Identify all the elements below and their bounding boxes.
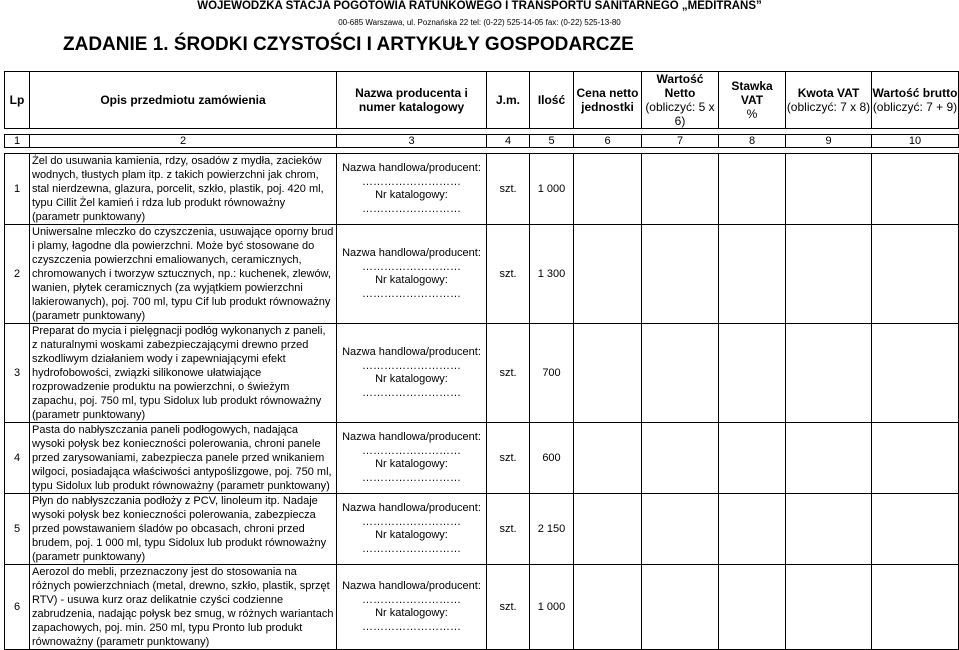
item-quantity: 2 150 [530,494,574,565]
item-unit-price-cell[interactable] [574,154,642,225]
producer-name-label: Nazwa handlowa/producent: [342,247,481,259]
producer-name-label: Nazwa handlowa/producent: [342,580,481,592]
column-number: 9 [786,135,872,148]
col-vat-amount-header: Kwota VAT (obliczyć: 7 x 8) [786,72,872,129]
item-description: Preparat do mycia i pielęgnacji podłóg wykonanych z paneli, z naturalnymi woskami zabezpieczającymi drewno przed szkodliwym działaniem wody i zapewniającymi efekt hydrofobowości, związki silikonowe ułatwiające rozprowadzenie produktu na powierzchni, o świeżym zapachu, poj. 750 ml, typu Sidolux lub produkt równoważny (parametr punktowany) [30,324,337,423]
item-lp: 2 [5,225,30,324]
table-header-row [5,72,959,129]
producer-name-dots: ……………………… [362,175,461,188]
col-lp-header: Lp [5,72,30,129]
item-quantity: 1 000 [530,565,574,650]
table-row [5,565,959,650]
item-producer-field[interactable] [337,154,487,225]
catalog-number-dots: ……………………… [362,620,461,633]
item-unit: szt. [487,494,530,565]
column-number: 7 [642,135,719,148]
catalog-number-label: Nr katalogowy: [375,274,448,286]
catalog-number-dots: ……………………… [362,202,461,215]
catalog-number-dots: ……………………… [362,471,461,484]
item-quantity: 1 000 [530,154,574,225]
producer-name-dots: ……………………… [362,444,461,457]
item-gross-value-cell[interactable] [872,154,959,225]
item-description: Uniwersalne mleczko do czyszczenia, usuwające oporny brud i plamy, łagodne dla powierzchni. Może być stosowane do czyszczenia powierzchni emaliowanych, ceramicznych, chromowanych i tworzyw sztucznych, np.: kuchenek, zlewów, wanien, płytek ceramicznych (za wyjątkiem powierzchni lakierowanych), poj. 700 ml, typu Cif lub produkt równoważny (parametr punktowany) [30,225,337,324]
item-lp: 1 [5,154,30,225]
item-unit: szt. [487,565,530,650]
producer-name-dots: ……………………… [362,260,461,273]
item-producer-field[interactable] [337,565,487,650]
column-number: 3 [337,135,487,148]
item-vat-amount-cell[interactable] [786,423,872,494]
item-vat-rate-cell[interactable] [719,154,786,225]
item-unit-price-cell[interactable] [574,423,642,494]
item-vat-rate-cell[interactable] [719,423,786,494]
item-gross-value-cell[interactable] [872,565,959,650]
item-vat-amount-cell[interactable] [786,494,872,565]
item-net-value-cell[interactable] [642,494,719,565]
catalog-number-dots: ……………………… [362,542,461,555]
item-gross-value-cell[interactable] [872,423,959,494]
item-description: Żel do usuwania kamienia, rdzy, osadów z mydła, zacieków wodnych, tłustych plam itp. z takich powierzchni jak chrom, stal nierdzewna, glazura, porcelit, szkło, plastik, poj. 420 ml, typu Cillit Żel kamień i rdza lub produkt równoważny (parametr punktowany) [30,154,337,225]
item-producer-field[interactable] [337,225,487,324]
item-vat-rate-cell[interactable] [719,225,786,324]
item-vat-rate-cell[interactable] [719,324,786,423]
col-unit-price-header: Cena netto jednostki [574,72,642,129]
item-unit-price-cell[interactable] [574,565,642,650]
order-table [4,71,959,650]
column-number: 8 [719,135,786,148]
item-quantity: 1 300 [530,225,574,324]
item-gross-value-cell[interactable] [872,494,959,565]
item-gross-value-cell[interactable] [872,225,959,324]
item-net-value-cell[interactable] [642,225,719,324]
catalog-number-label: Nr katalogowy: [375,189,448,201]
catalog-number-label: Nr katalogowy: [375,458,448,470]
item-unit-price-cell[interactable] [574,324,642,423]
table-row [5,154,959,225]
item-lp: 6 [5,565,30,650]
item-vat-amount-cell[interactable] [786,225,872,324]
item-net-value-cell[interactable] [642,423,719,494]
table-row [5,494,959,565]
item-net-value-cell[interactable] [642,324,719,423]
item-lp: 3 [5,324,30,423]
column-number: 10 [872,135,959,148]
producer-name-label: Nazwa handlowa/producent: [342,502,481,514]
item-producer-field[interactable] [337,494,487,565]
item-unit: szt. [487,324,530,423]
table-row [5,423,959,494]
item-vat-amount-cell[interactable] [786,154,872,225]
producer-name-label: Nazwa handlowa/producent: [342,431,481,443]
item-vat-amount-cell[interactable] [786,565,872,650]
item-lp: 5 [5,494,30,565]
col-description-header: Opis przedmiotu zamówienia [30,72,337,129]
producer-name-dots: ……………………… [362,593,461,606]
catalog-number-label: Nr katalogowy: [375,607,448,619]
column-number: 5 [530,135,574,148]
item-vat-rate-cell[interactable] [719,565,786,650]
item-producer-field[interactable] [337,324,487,423]
item-vat-rate-cell[interactable] [719,494,786,565]
item-quantity: 700 [530,324,574,423]
producer-name-label: Nazwa handlowa/producent: [342,346,481,358]
catalog-number-dots: ……………………… [362,386,461,399]
table-row [5,324,959,423]
col-net-value-header: Wartość Netto (obliczyć: 5 x 6) [642,72,719,129]
col-vat-rate-header: Stawka VAT % [719,72,786,129]
col-unit-header: J.m. [487,72,530,129]
organization-address: 00-685 Warszawa, ul. Poznańska 22 tel: (0-22) 525-14-05 fax: (0-22) 525-13-80 [338,18,621,27]
item-net-value-cell[interactable] [642,565,719,650]
col-gross-value-header: Wartość brutto (obliczyć: 7 + 9) [872,72,959,129]
col-quantity-header: Ilość [530,72,574,129]
producer-name-dots: ……………………… [362,359,461,372]
item-net-value-cell[interactable] [642,154,719,225]
column-number: 2 [30,135,337,148]
producer-name-dots: ……………………… [362,515,461,528]
item-description: Płyn do nabłyszczania podłoży z PCV, linoleum itp. Nadaje wysoki połysk bez konieczności polerowania, zabezpiecza przed powstawaniem śladów po obcasach, chroni przed brudem, poj. 1 000 ml, typu Sidolux lub produkt równoważny (parametr punktowany) [30,494,337,565]
catalog-number-dots: ……………………… [362,287,461,300]
column-number: 6 [574,135,642,148]
item-unit: szt. [487,423,530,494]
item-unit: szt. [487,225,530,324]
catalog-number-label: Nr katalogowy: [375,529,448,541]
page-title: ZADANIE 1. ŚRODKI CZYSTOŚCI I ARTYKUŁY GOSPODARCZE [63,34,634,55]
catalog-number-label: Nr katalogowy: [375,373,448,385]
item-unit-price-cell[interactable] [574,494,642,565]
item-quantity: 600 [530,423,574,494]
item-unit-price-cell[interactable] [574,225,642,324]
column-numbers-row [5,135,959,148]
producer-name-label: Nazwa handlowa/producent: [342,162,481,174]
col-producer-header: Nazwa producenta i numer katalogowy [337,72,487,129]
item-gross-value-cell[interactable] [872,324,959,423]
item-producer-field[interactable] [337,423,487,494]
column-number: 1 [5,135,30,148]
item-description: Pasta do nabłyszczania paneli podłogowych, nadająca wysoki połysk bez konieczności polerowania, chroni panele przed zarysowaniami, zabezpiecza panele przed wnikaniem wilgoci, posiadająca właściwości antypoślizgowe, poj. 750 ml, typu Sidolux lub produkt równoważny (parametr punktowany) [30,423,337,494]
item-description: Aerozol do mebli, przeznaczony jest do stosowania na różnych powierzchniach (metal, drewno, szkło, plastik, sprzęt RTV) - usuwa kurz oraz delikatnie czyści codzienne zabrudzenia, nadając połysk bez smug, w różnych wariantach zapachowych, poj. min. 250 ml, typu Pronto lub produkt równoważny (parametr punktowany) [30,565,337,650]
item-unit: szt. [487,154,530,225]
column-number: 4 [487,135,530,148]
item-lp: 4 [5,423,30,494]
table-row [5,225,959,324]
item-vat-amount-cell[interactable] [786,324,872,423]
organization-name: WOJEWÓDZKA STACJA POGOTOWIA RATUNKOWEGO I TRANSPORTU SANITARNEGO „MEDITRANS” [197,0,762,12]
